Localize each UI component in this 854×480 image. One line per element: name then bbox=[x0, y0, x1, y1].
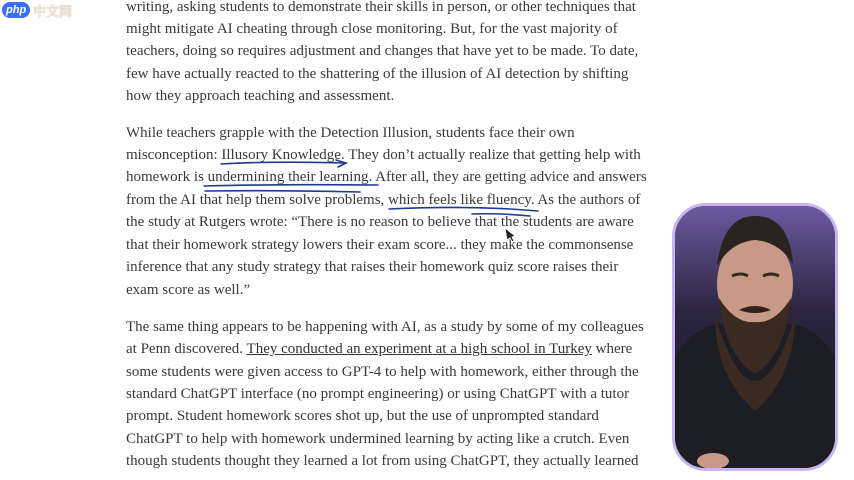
logo-text: 中文网 bbox=[33, 4, 73, 20]
webcam-overlay bbox=[672, 203, 838, 471]
text-line: how they approach teaching and assessment. bbox=[126, 88, 395, 104]
text-line: homework is undermining their learning. After all, they are getting advice and answers bbox=[126, 169, 647, 185]
logo-mark: php bbox=[2, 2, 30, 18]
text-line: While teachers grapple with the Detection Illusion, students face their own bbox=[126, 125, 575, 141]
text-line-with-link bbox=[126, 338, 632, 360]
text-line: from the AI that help them solve problems, which feels like fluency. As the authors of bbox=[126, 192, 641, 208]
text-line: the study at Rutgers wrote: “There is no reason to believe that the students are aware bbox=[126, 214, 634, 230]
text-fragment: at Penn discovered. bbox=[126, 341, 244, 357]
text-line: some students were given access to GPT-4 to help with homework, either through the bbox=[126, 364, 639, 380]
presenter-video bbox=[675, 206, 835, 468]
text-line: inference that any study strategy that raises their homework quiz score raises their bbox=[126, 259, 619, 275]
text-line: that their homework strategy lowers their exam score... they make the commonsense bbox=[126, 237, 634, 253]
text-line: teachers, doing so requires adjustment and changes that have yet to be made. To date, bbox=[126, 43, 639, 59]
text-line: ChatGPT to help with homework undermined learning by acting like a crutch. Even bbox=[126, 431, 630, 447]
text-line: might mitigate AI cheating through close monitoring. But, for the vast majority of bbox=[126, 21, 618, 37]
text-line: The same thing appears to be happening with AI, as a study by some of my colleagues bbox=[126, 319, 644, 335]
turkey-study-link[interactable]: They conducted an experiment at a high school in Turkey bbox=[246, 341, 592, 357]
text-line: standard ChatGPT interface (no prompt engineering) or using ChatGPT with a tutor bbox=[126, 386, 630, 402]
pen-cursor-icon bbox=[503, 226, 519, 242]
text-fragment: where bbox=[595, 341, 633, 357]
text-line: prompt. Student homework scores shot up, but the use of unprompted standard bbox=[126, 408, 599, 424]
text-line: writing, asking students to demonstrate their skills in person, or other techniques that bbox=[126, 0, 636, 15]
text-line: though students thought they learned a lot from using ChatGPT, they actually learned bbox=[126, 453, 639, 469]
text-line: misconception: Illusory Knowledge. They don’t actually realize that getting help with bbox=[126, 147, 641, 163]
text-line: exam score as well.” bbox=[126, 282, 251, 298]
text-line: few have actually reacted to the shattering of the illusion of AI detection by shifting bbox=[126, 66, 629, 82]
